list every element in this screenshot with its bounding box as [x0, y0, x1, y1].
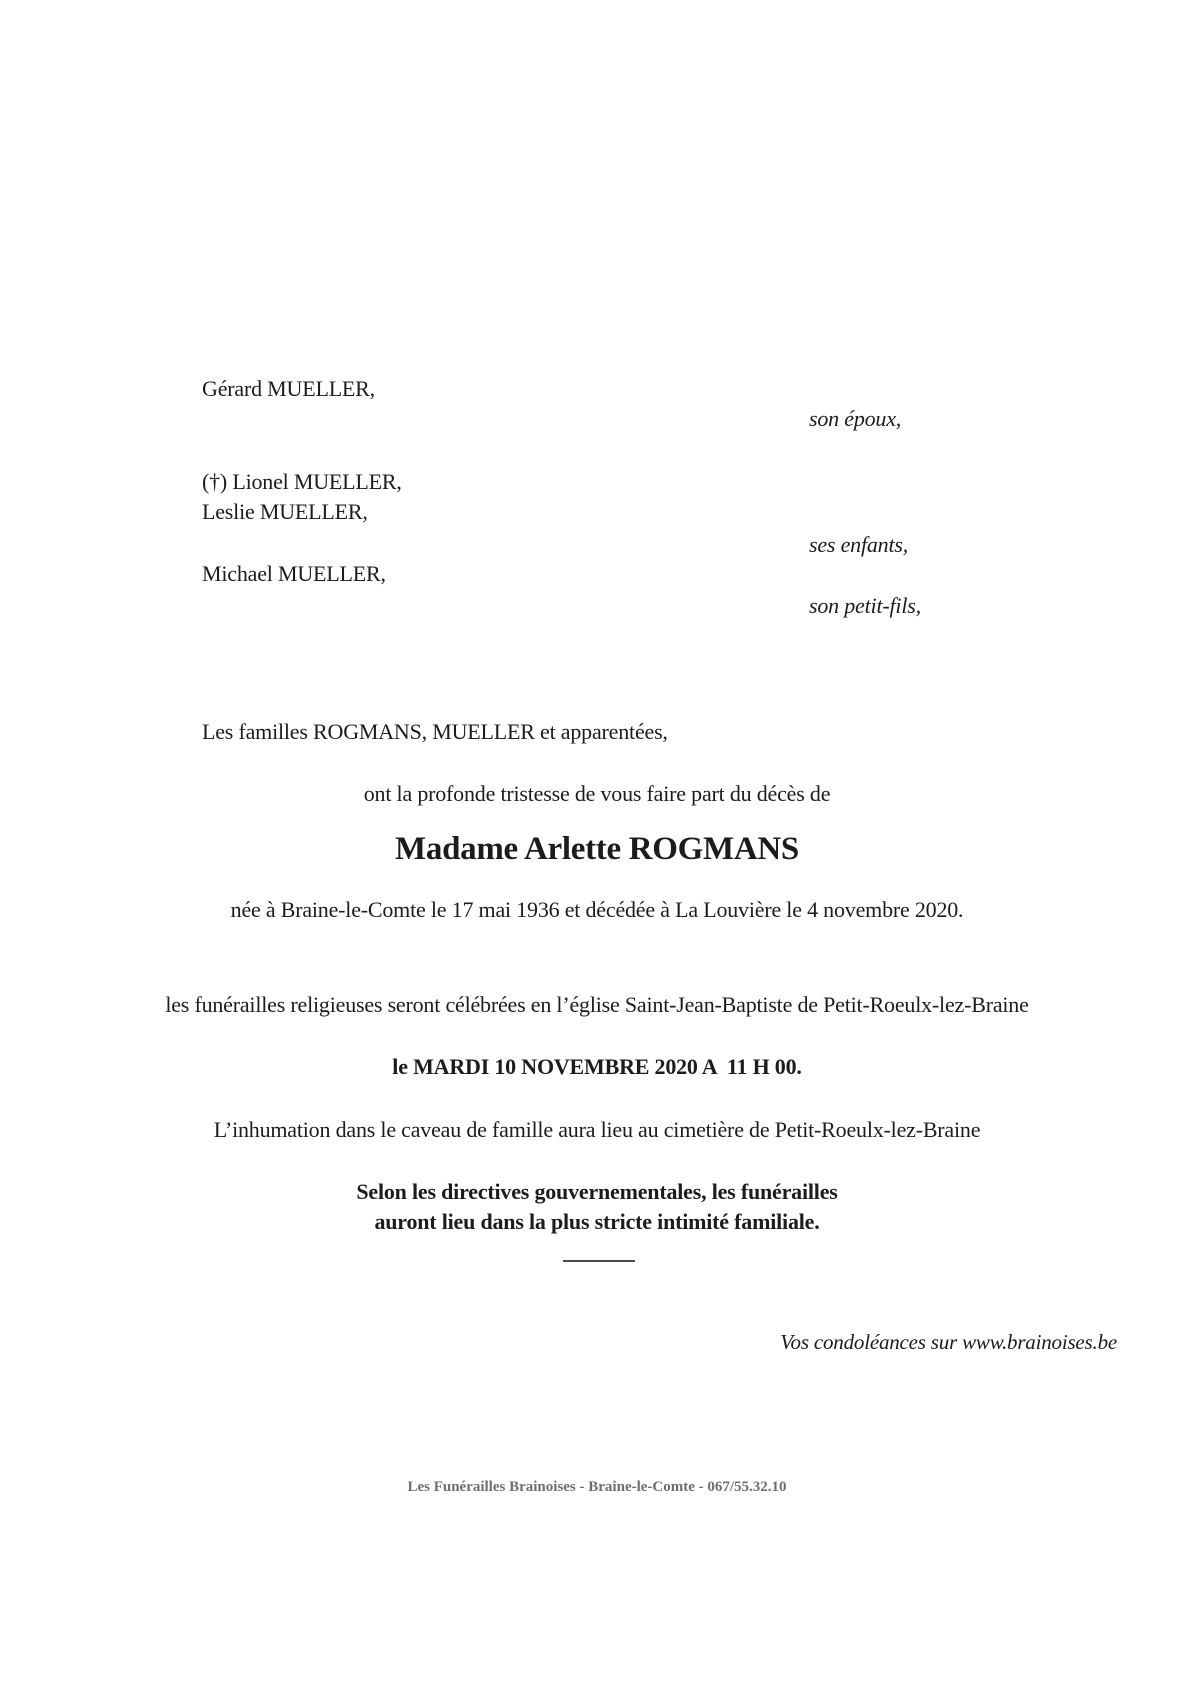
- child-name-leslie: Leslie MUELLER,: [202, 499, 368, 524]
- grandson-relation-label: son petit-fils,: [809, 593, 921, 618]
- families-line: Les familles ROGMANS, MUELLER et apparentées,: [202, 719, 668, 744]
- condolences-website-line: Vos condoléances sur www.brainoises.be: [780, 1330, 1117, 1354]
- grandson-name: Michael MUELLER,: [202, 561, 386, 586]
- spouse-name: Gérard MUELLER,: [202, 376, 375, 401]
- funeral-datetime-line: le MARDI 10 NOVEMBRE 2020 A 11 H 00.: [392, 1054, 802, 1079]
- announcement-line: ont la profonde tristesse de vous faire part du décès de: [363, 781, 831, 806]
- birth-death-line: née à Braine-le-Comte le 17 mai 1936 et décédée à La Louvière le 4 novembre 2020.: [230, 897, 964, 922]
- spouse-relation-label: son époux,: [809, 406, 902, 431]
- child-name-lionel: (†) Lionel MUELLER,: [202, 469, 402, 494]
- deceased-name-heading: Madame Arlette ROGMANS: [395, 831, 799, 867]
- section-divider: [563, 1260, 635, 1262]
- covid-restriction-line-1: Selon les directives gouvernementales, les funérailles: [356, 1179, 838, 1204]
- funeral-home-footer: Les Funérailles Brainoises - Braine-le-Comte - 067/55.32.10: [407, 1479, 787, 1495]
- burial-line: L’inhumation dans le caveau de famille aura lieu au cimetière de Petit-Roeulx-lez-Braine: [213, 1117, 981, 1142]
- funeral-service-line: les funérailles religieuses seront célébrées en l’église Saint-Jean-Baptiste de Petit-Roeulx-lez-Braine: [165, 992, 1029, 1017]
- covid-restriction-line-2: auront lieu dans la plus stricte intimité familiale.: [374, 1209, 820, 1234]
- children-relation-label: ses enfants,: [809, 532, 909, 557]
